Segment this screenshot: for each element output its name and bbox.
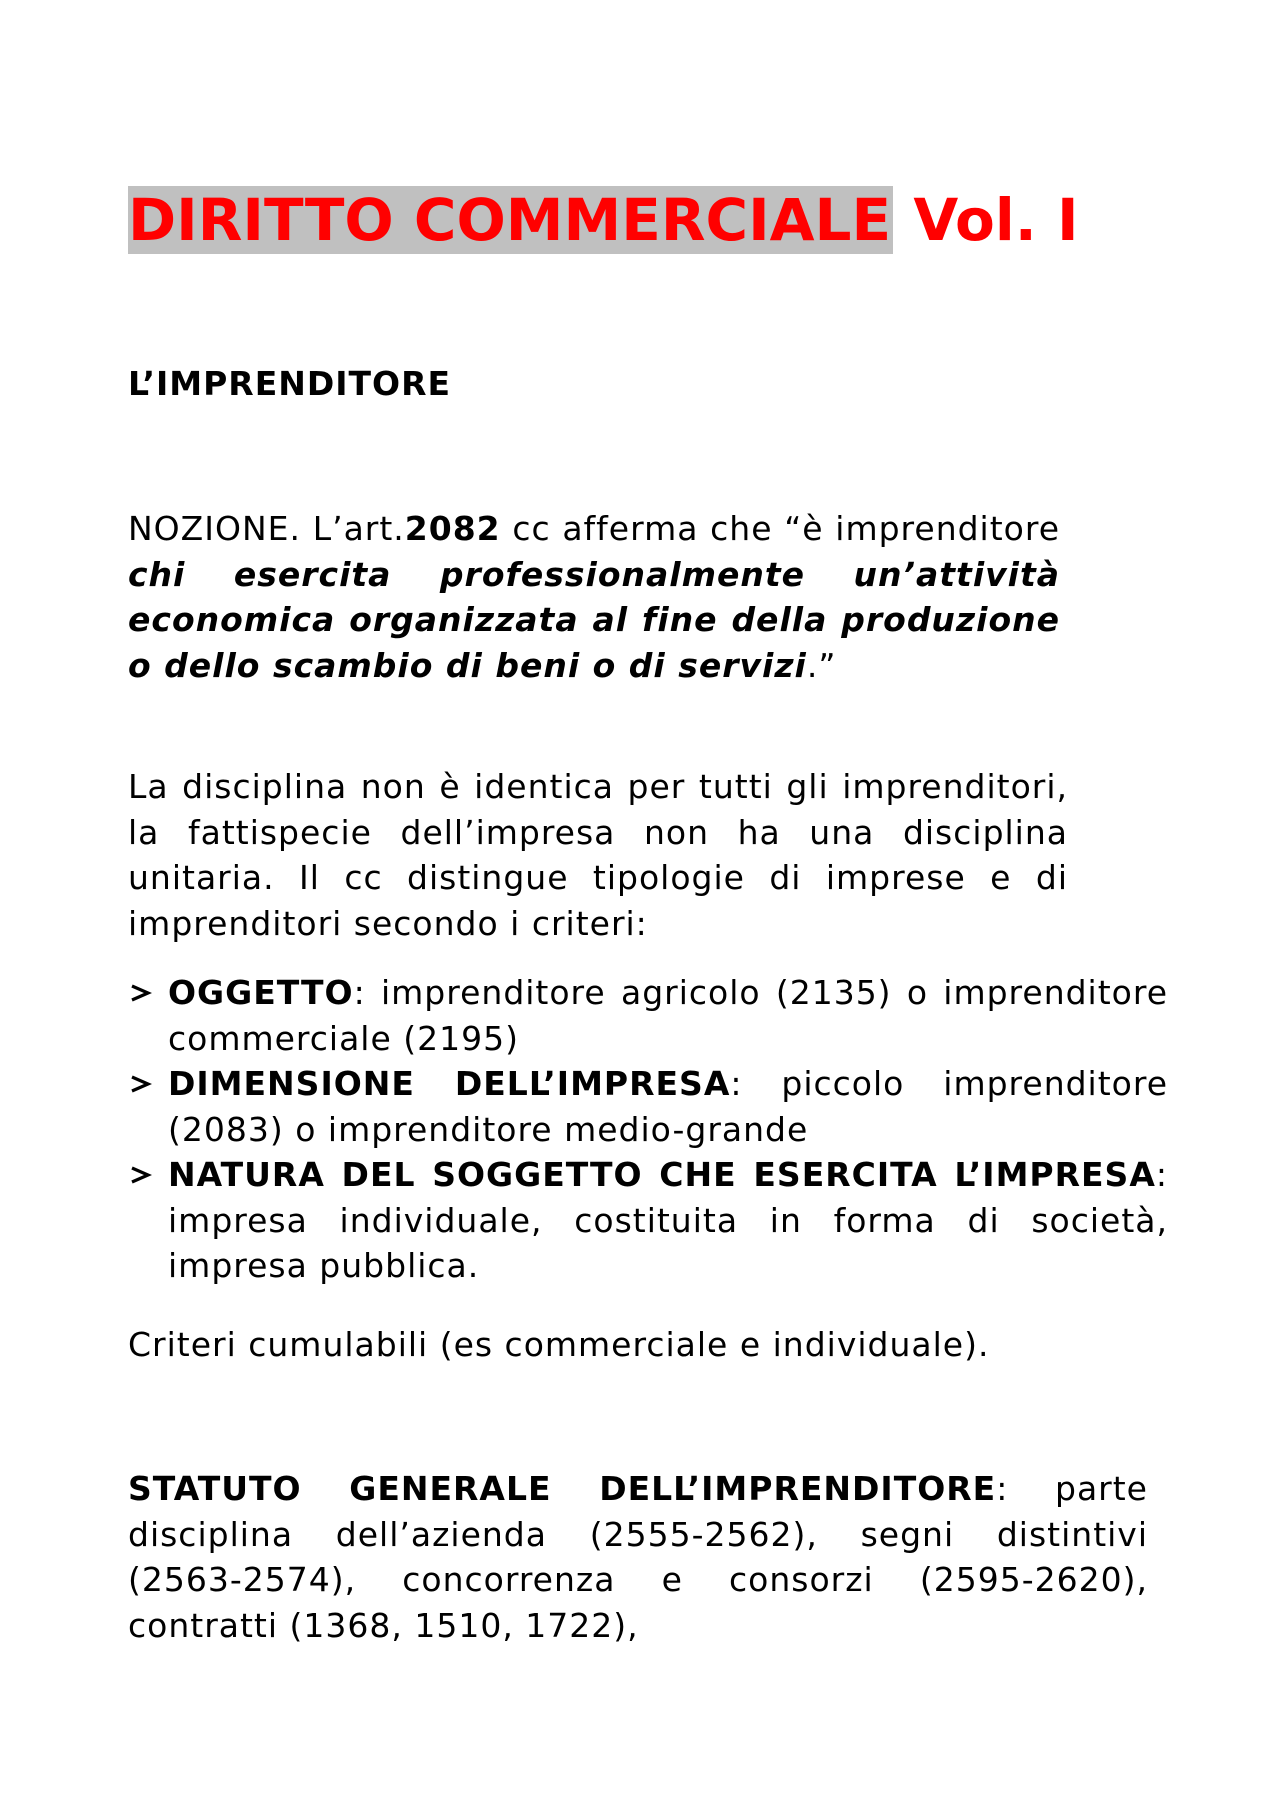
- criteria-list-item: [128, 1061, 1168, 1152]
- statuto-paragraph: [128, 1466, 1148, 1648]
- article-number: 2082: [404, 509, 501, 548]
- statuto-label: STATUTO GENERALE DELL’IMPRENDITORE: [128, 1469, 997, 1508]
- disciplina-paragraph: La disciplina non è identica per tutti gli imprenditori, la fattispecie dell’impresa non ha una disciplina unitaria. Il cc distingue tipologie di imprese e di imprenditori secondo i criteri:: [128, 767, 1068, 943]
- criteria-list-item: [128, 970, 1168, 1061]
- arrowhead-bullet-icon: [128, 1166, 152, 1184]
- arrowhead-bullet-icon: [128, 984, 152, 1002]
- criterion-label: OGGETTO: [168, 973, 354, 1012]
- criterion-label: DIMENSIONE DELL’IMPRESA: [168, 1064, 731, 1103]
- criterion-label: NATURA DEL SOGGETTO CHE ESERCITA L’IMPRESA: [168, 1155, 1156, 1194]
- document-title-highlighted: DIRITTO COMMERCIALE: [128, 186, 892, 254]
- imprenditore-definition: chi esercita professionalmente un’attività economica organizzata al fine della produzione o dello scambio di beni o di servizi: [128, 554, 1060, 685]
- section-heading: L’IMPRENDITORE: [128, 364, 452, 403]
- nozione-label: NOZIONE. L’art.: [128, 509, 405, 548]
- criteri-cumulabili-paragraph: Criteri cumulabili (es commerciale e individuale).: [128, 1325, 990, 1364]
- statuto-text: : parte disciplina dell’azienda (2555-2562), segni distintivi (2563-2574), concorrenza e consorzi (2595-2620), contratti (1368, 1510, 1722),: [128, 1469, 1148, 1645]
- criteria-list: [128, 970, 1168, 1289]
- nozione-paragraph: [128, 506, 1060, 688]
- criterion-text: : impresa individuale, costituita in forma di società, impresa pubblica.: [168, 1155, 1168, 1285]
- nozione-intro: cc afferma che “è imprenditore: [500, 509, 1060, 548]
- arrowhead-bullet-icon: [128, 1075, 152, 1093]
- nozione-closing: .”: [806, 645, 837, 685]
- criterion-text: : piccolo imprenditore (2083) o imprenditore medio-grande: [168, 1064, 1168, 1149]
- document-title-volume: Vol. I: [913, 186, 1079, 254]
- criterion-text: : imprenditore agricolo (2135) o imprenditore commerciale (2195): [168, 973, 1168, 1058]
- document-title: [128, 180, 1079, 260]
- criteria-list-item: [128, 1152, 1168, 1289]
